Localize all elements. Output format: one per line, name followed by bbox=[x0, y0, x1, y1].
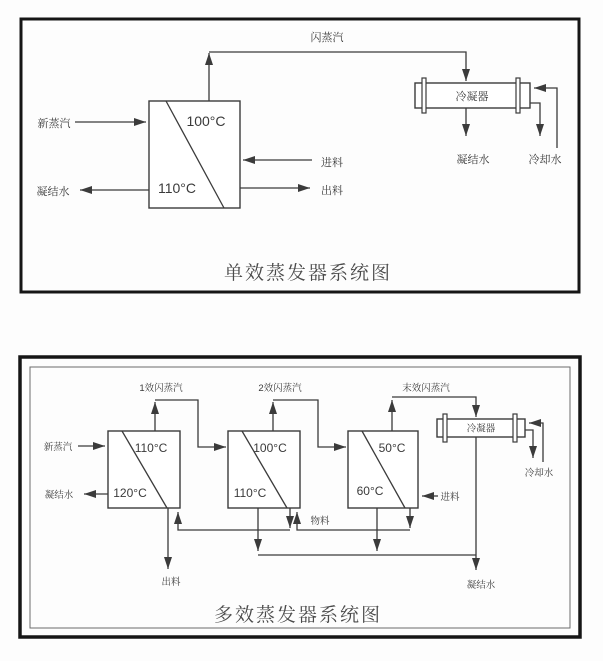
flash-steam-label: 闪蒸汽 bbox=[310, 32, 344, 44]
effect1-temp-top: 110°C bbox=[134, 441, 168, 455]
multi-effect-title: 多效蒸发器系统图 bbox=[213, 605, 383, 626]
condenser-label: 冷凝器 bbox=[455, 91, 489, 103]
multi-condenser-flange-right bbox=[513, 414, 517, 442]
condensate-left-label: 凝结水 bbox=[36, 186, 70, 198]
multi-condenser-label: 冷凝器 bbox=[466, 423, 496, 435]
flash1-label: 1效闪蒸汽 bbox=[139, 383, 183, 394]
effect3-temp-bottom: 60°C bbox=[356, 484, 384, 498]
discharge-label: 出料 bbox=[321, 185, 343, 197]
fresh-steam-label: 新蒸汽 bbox=[37, 118, 71, 130]
condenser-flange-left bbox=[422, 78, 426, 113]
cooling-water-outlet-pipe bbox=[530, 103, 540, 136]
single-effect-frame bbox=[21, 19, 579, 292]
single-effect-diagram bbox=[21, 19, 579, 292]
effect1-temp-bottom: 120°C bbox=[113, 486, 147, 500]
material-label: 物料 bbox=[310, 516, 330, 527]
multi-cooling-water-outlet-pipe bbox=[525, 430, 533, 458]
multi-fresh-steam-label: 新蒸汽 bbox=[43, 442, 73, 453]
flash2-label: 2效闪蒸汽 bbox=[258, 383, 302, 394]
multi-cooling-water-label: 冷却水 bbox=[524, 468, 554, 479]
multi-condenser-flange-left bbox=[443, 414, 447, 442]
multi-effect-diagram bbox=[20, 357, 580, 637]
effect2-temp-bottom: 110°C bbox=[233, 486, 267, 500]
material-e2-to-e1-pipe bbox=[178, 512, 290, 530]
multi-discharge-label: 出料 bbox=[161, 577, 181, 588]
feed-label: 进料 bbox=[321, 157, 343, 169]
effect2-temp-top: 100°C bbox=[253, 441, 287, 455]
flash-last-run bbox=[392, 397, 476, 417]
evaporator-temp-bottom: 110°C bbox=[157, 180, 197, 196]
effect3-temp-top: 50°C bbox=[378, 441, 406, 455]
condenser-condensate-label: 凝结水 bbox=[456, 154, 490, 166]
flash-last-label: 末效闪蒸汽 bbox=[402, 383, 450, 394]
multi-condensate-left-label: 凝结水 bbox=[44, 490, 74, 501]
cooling-water-inlet-pipe bbox=[534, 88, 557, 148]
multi-condensate-out-label: 凝结水 bbox=[466, 580, 496, 591]
evaporator-temp-top: 100°C bbox=[186, 113, 226, 129]
multi-cooling-water-inlet-pipe bbox=[529, 423, 543, 462]
cooling-water-label: 冷却水 bbox=[528, 154, 562, 166]
single-effect-title: 单效蒸发器系统图 bbox=[223, 263, 393, 284]
flash-steam-run bbox=[209, 52, 466, 81]
multi-feed-label: 进料 bbox=[440, 492, 460, 503]
condenser-flange-right bbox=[516, 78, 520, 113]
